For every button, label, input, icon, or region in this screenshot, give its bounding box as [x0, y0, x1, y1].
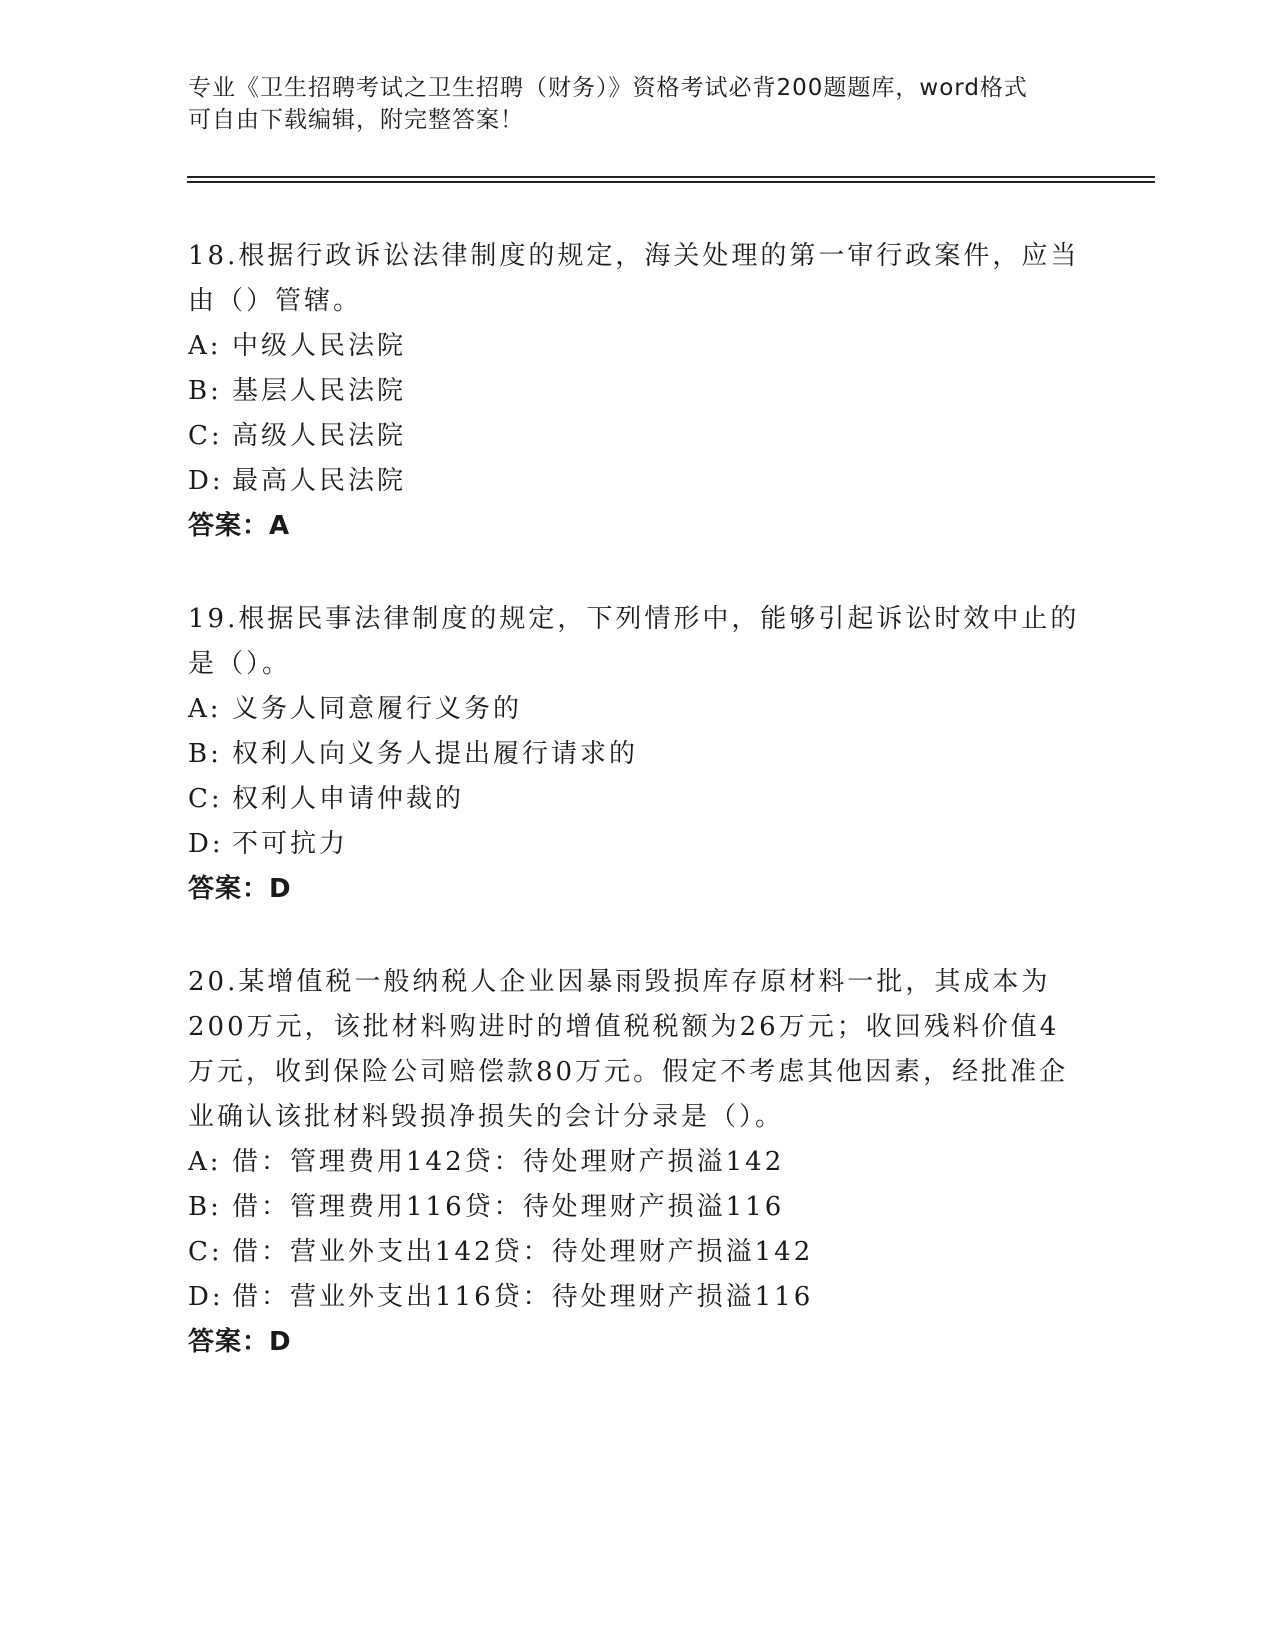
option-key: D: [188, 1282, 224, 1312]
option-text: 基层人民法院 [232, 376, 407, 406]
option-text: 最高人民法院 [232, 466, 407, 496]
option-d [188, 1275, 1088, 1320]
answer-label: 答案：A [188, 511, 291, 541]
answer-label: 答案：D [188, 1327, 292, 1357]
header-divider [187, 181, 1155, 183]
option-text: 义务人同意履行义务的 [232, 694, 523, 724]
option-key: B: [188, 739, 222, 769]
option-text: 借：营业外支出116贷：待处理财产损溢116 [232, 1282, 814, 1312]
question-stem-line: 业确认该批材料毁损净损失的会计分录是（）。 [188, 1102, 785, 1132]
option-key: B: [188, 1192, 222, 1222]
option-key: C: [188, 1237, 223, 1267]
option-a [188, 1140, 1088, 1185]
option-key: C: [188, 421, 223, 451]
header-line: 可自由下载编辑，附完整答案！ [188, 107, 524, 133]
option-b [188, 732, 1088, 777]
option-key: D: [188, 829, 224, 859]
option-key: A: [188, 331, 222, 361]
option-key: D: [188, 466, 224, 496]
question-18 [188, 234, 1088, 549]
question-stem [188, 960, 1088, 1140]
header-divider [187, 176, 1155, 178]
question-stem-line: 万元，收到保险公司赔偿款80万元。假定不考虑其他因素，经批准企 [188, 1057, 1069, 1087]
option-text: 权利人申请仲裁的 [232, 784, 465, 814]
question-stem-line: 18.根据行政诉讼法律制度的规定，海关处理的第一审行政案件，应当 [188, 241, 1080, 271]
option-text: 借：管理费用142贷：待处理财产损溢142 [232, 1147, 785, 1177]
question-20 [188, 960, 1088, 1365]
option-text: 不可抗力 [232, 829, 349, 859]
option-key: A: [188, 1147, 222, 1177]
question-stem-line: 19.根据民事法律制度的规定，下列情形中，能够引起诉讼时效中止的 [188, 604, 1080, 634]
question-stem [188, 234, 1088, 324]
option-a [188, 324, 1088, 369]
option-key: A: [188, 694, 222, 724]
option-text: 借：营业外支出142贷：待处理财产损溢142 [232, 1237, 814, 1267]
option-text: 中级人民法院 [232, 331, 407, 361]
option-c [188, 414, 1088, 459]
question-19 [188, 597, 1088, 912]
question-stem-line: 200万元，该批材料购进时的增值税税额为26万元；收回残料价值4 [188, 1012, 1060, 1042]
question-stem-line: 20.某增值税一般纳税人企业因暴雨毁损库存原材料一批，其成本为 [188, 967, 1051, 997]
option-d [188, 459, 1088, 504]
answer-label: 答案：D [188, 874, 292, 904]
question-stem-line: 由（）管辖。 [188, 286, 363, 316]
option-key: C: [188, 784, 223, 814]
question-stem [188, 597, 1088, 687]
option-text: 借：管理费用116贷：待处理财产损溢116 [232, 1192, 785, 1222]
option-a [188, 687, 1088, 732]
option-b [188, 369, 1088, 414]
option-key: B: [188, 376, 222, 406]
option-text: 高级人民法院 [232, 421, 407, 451]
option-c [188, 1230, 1088, 1275]
option-c [188, 777, 1088, 822]
header-line: 专业《卫生招聘考试之卫生招聘（财务）》资格考试必背200题题库，word格式 [188, 75, 1028, 101]
document-header [188, 72, 1068, 136]
option-d [188, 822, 1088, 867]
option-text: 权利人向义务人提出履行请求的 [232, 739, 639, 769]
option-b [188, 1185, 1088, 1230]
question-stem-line: 是（）。 [188, 649, 292, 679]
